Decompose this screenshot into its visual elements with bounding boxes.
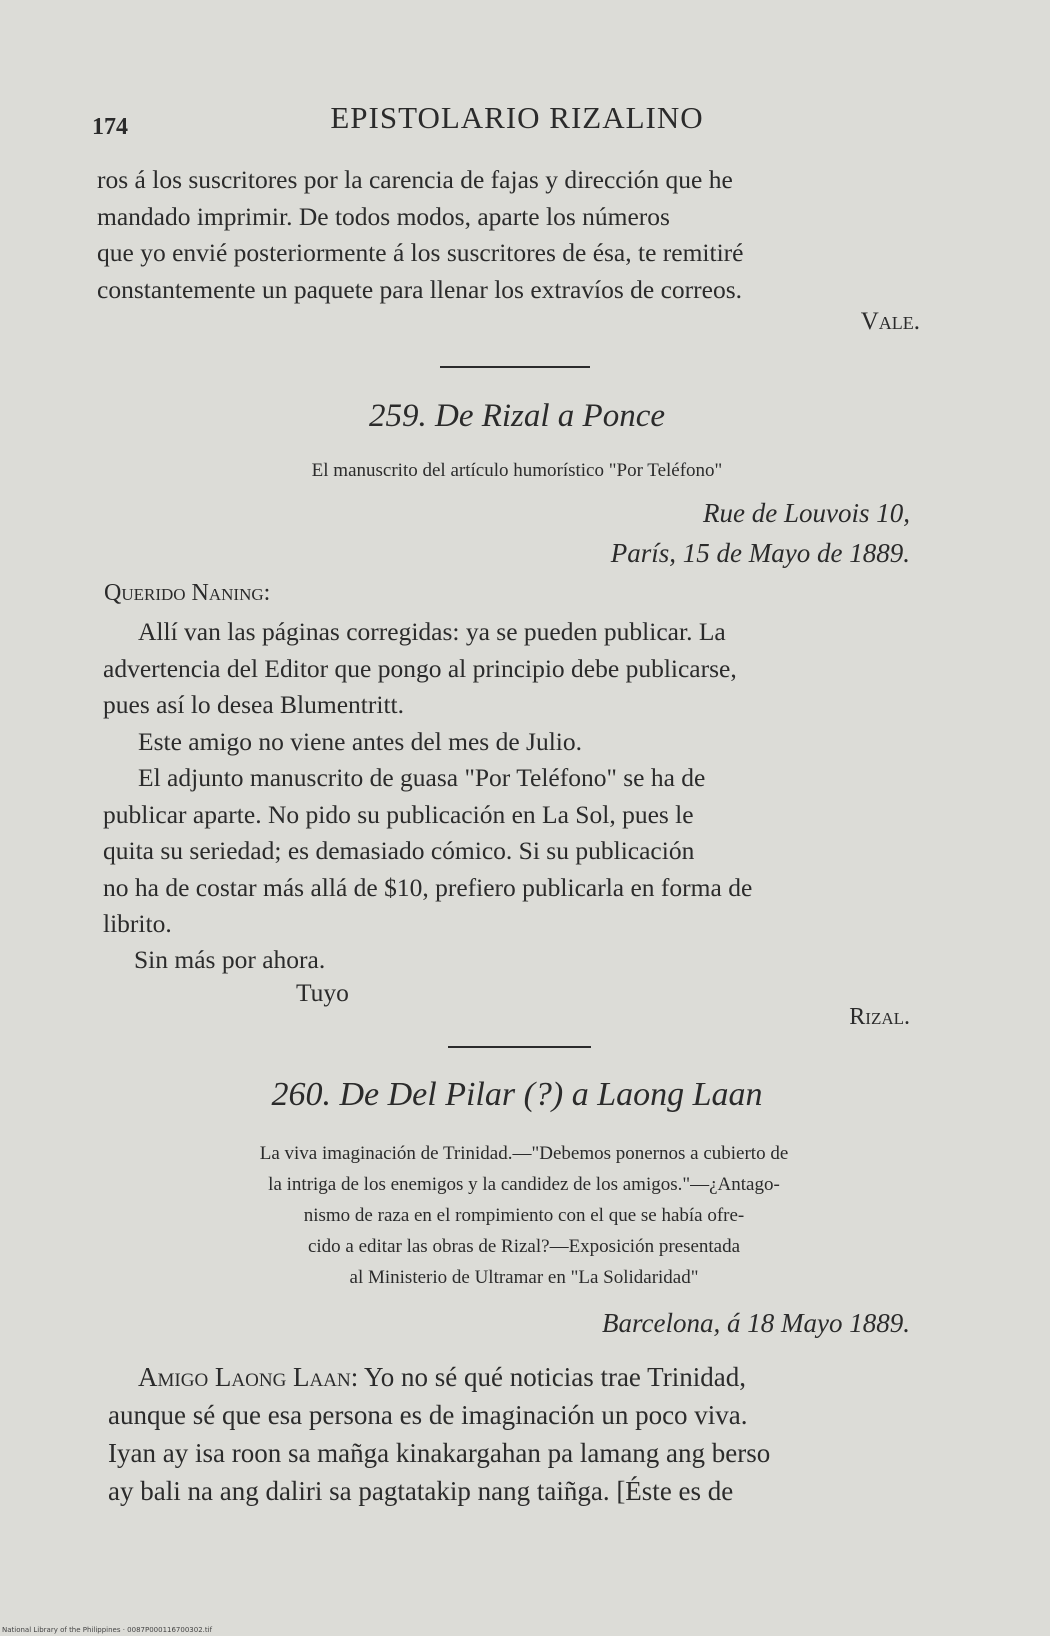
text-line: El adjunto manuscrito de guasa "Por Teléfono" se ha de [138,763,706,792]
text-line: no ha de costar más allá de $10, prefiero publicarla en forma de [103,872,753,902]
text-line: ros á los suscritores por la carencia de fajas y dirección que he [97,165,733,194]
letter-259-paragraph-1 [103,614,951,724]
letter-259-paragraph-2: Este amigo no viene antes del mes de Julio. [138,727,583,756]
text-line: Iyan ay isa roon sa mañga kinakargahan pa lamang ang berso [108,1438,771,1468]
text-line: que yo envié posteriormente á los suscritores de ésa, te remitiré [97,238,744,267]
section-divider [448,1046,591,1048]
letter-259-title: 259. De Rizal a Ponce [368,398,666,434]
text-line: pues así lo desea Blumentritt. [103,690,404,719]
scan-footer-caption: National Library of the Philippines · 0087P000116700302.tif [2,1626,213,1634]
text-line: publicar aparte. No pido su publicación en La Sol, pues le [103,799,694,829]
section-divider [440,366,590,368]
letter-260-title: 260. De Del Pilar (?) a Laong Laan [271,1076,763,1113]
letter-259-subtitle: El manuscrito del artículo humorístico "Por Teléfono" [311,460,723,481]
text-line: al Ministerio de Ultramar en "La Solidaridad" [349,1267,699,1288]
letter-259-signature: Rizal. [849,1004,910,1030]
letter-260-date-line: Barcelona, á 18 Mayo 1889. [602,1308,910,1338]
text-line: la intriga de los enemigos y la candidez de los amigos."—¿Antago- [268,1174,780,1195]
letter-260-body-first: Yo no sé qué noticias trae Trinidad, [358,1362,746,1392]
text-line: constantemente un paquete para llenar los extravíos de correos. [97,274,743,304]
text-line: quita su seriedad; es demasiado cómico. Si su publicación [103,836,695,865]
text-line [108,1358,948,1396]
text-line: librito. [103,909,172,938]
text-line: cido a editar las obras de Rizal?—Exposición presentada [307,1236,741,1257]
text-line: mandado imprimir. De todos modos, aparte los números [97,201,670,231]
page-header [92,100,942,150]
text-line: La viva imaginación de Trinidad.—"Debemos ponernos a cubierto de [259,1143,789,1164]
letter-259-salutation: Querido Naning: [104,580,271,606]
letter-260-body [108,1358,948,1510]
letter-260-summary [100,1138,948,1293]
intro-paragraph [97,162,945,308]
letter-259-paragraph-4: Sin más por ahora. [134,945,326,974]
text-line: aunque sé que esa persona es de imaginación un poco viva. [108,1400,748,1430]
running-title: EPISTOLARIO RIZALINO [330,100,704,135]
text-line: ay bali na ang daliri sa pagtatakip nang taiñga. [Éste es de [108,1476,734,1506]
intro-closing: Vale. [860,308,920,335]
text-line: advertencia del Editor que pongo al principio debe publicarse, [103,653,737,683]
text-line: nismo de raza en el rompimiento con el que se había ofre- [303,1205,745,1226]
letter-259-paragraph-3 [103,760,951,943]
text-line: Allí van las páginas corregidas: ya se pueden publicar. La [138,617,726,646]
letter-259-address-line-1: Rue de Louvois 10, [703,498,910,528]
letter-260-salutation: Amigo Laong Laan: [138,1362,359,1392]
letter-259-address-line-2: París, 15 de Mayo de 1889. [610,538,910,568]
letter-259-closing: Tuyo [296,978,349,1007]
page-number: 174 [92,114,128,140]
